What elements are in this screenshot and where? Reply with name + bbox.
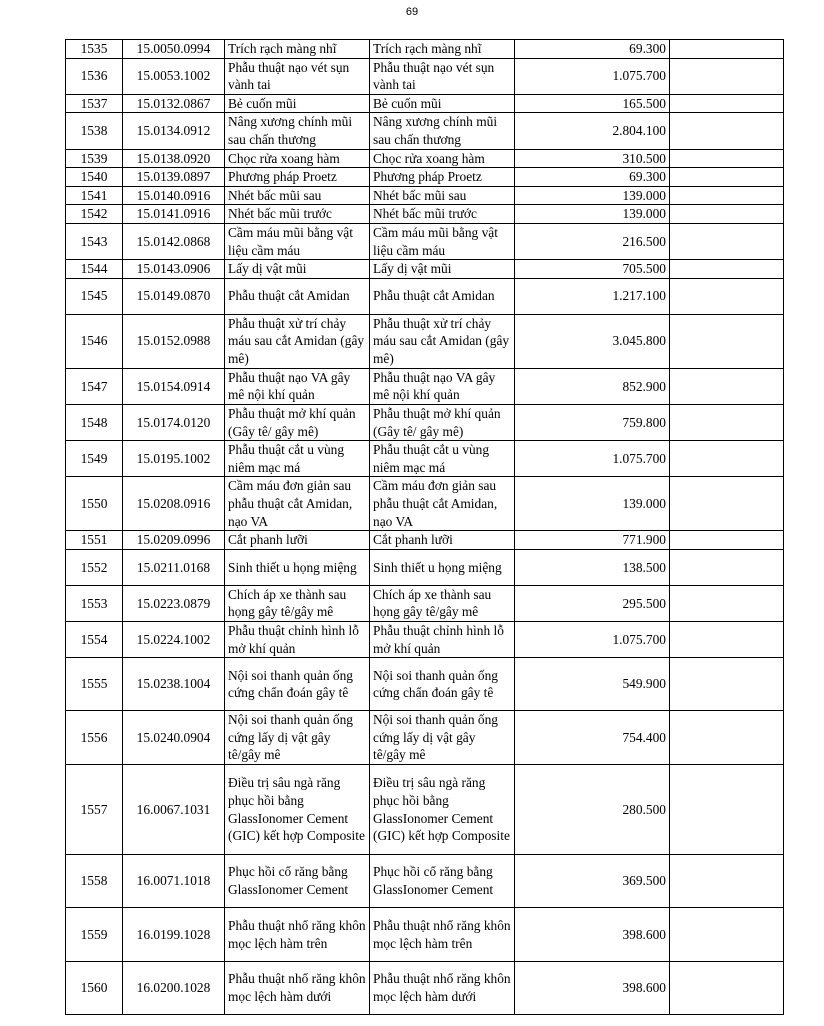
row-number-cell: 1546 (66, 314, 123, 368)
note-cell (670, 622, 784, 658)
price-cell: 1.075.700 (515, 58, 670, 94)
table-row (66, 477, 784, 531)
service-code-cell: 15.0141.0916 (123, 205, 225, 224)
table-row (66, 549, 784, 585)
row-number-cell: 1552 (66, 549, 123, 585)
row-number-cell: 1540 (66, 168, 123, 187)
service-code-cell: 15.0211.0168 (123, 549, 225, 585)
service-name-cell: Nội soi thanh quản ống cứng lấy dị vật gây tê/gây mê (225, 711, 370, 765)
price-cell: 1.075.700 (515, 441, 670, 477)
note-cell (670, 186, 784, 205)
price-cell: 165.500 (515, 94, 670, 113)
row-number-cell: 1557 (66, 765, 123, 855)
approved-service-name-cell: Phẫu thuật cắt Amidan (370, 278, 515, 314)
price-cell: 759.800 (515, 404, 670, 440)
approved-service-name-cell: Nhét bấc mũi trước (370, 205, 515, 224)
price-cell: 852.900 (515, 368, 670, 404)
service-code-cell: 16.0067.1031 (123, 765, 225, 855)
note-cell (670, 549, 784, 585)
table-row (66, 260, 784, 279)
service-name-cell: Nhét bấc mũi trước (225, 205, 370, 224)
service-name-cell: Sinh thiết u họng miệng (225, 549, 370, 585)
approved-service-name-cell: Trích rạch màng nhĩ (370, 40, 515, 59)
row-number-cell: 1544 (66, 260, 123, 279)
row-number-cell: 1555 (66, 658, 123, 711)
approved-service-name-cell: Phẫu thuật nạo VA gây mê nội khí quản (370, 368, 515, 404)
approved-service-name-cell: Nâng xương chính mũi sau chấn thương (370, 113, 515, 149)
approved-service-name-cell: Phẫu thuật cắt u vùng niêm mạc má (370, 441, 515, 477)
service-code-cell: 16.0200.1028 (123, 962, 225, 1015)
note-cell (670, 278, 784, 314)
service-name-cell: Lấy dị vật mũi (225, 260, 370, 279)
service-name-cell: Bẻ cuốn mũi (225, 94, 370, 113)
service-name-cell: Nâng xương chính mũi sau chấn thương (225, 113, 370, 149)
service-code-cell: 15.0149.0870 (123, 278, 225, 314)
service-code-cell: 15.0134.0912 (123, 113, 225, 149)
note-cell (670, 260, 784, 279)
row-number-cell: 1554 (66, 622, 123, 658)
note-cell (670, 40, 784, 59)
table-row (66, 94, 784, 113)
table-row (66, 368, 784, 404)
service-name-cell: Nhét bấc mũi sau (225, 186, 370, 205)
table-body (66, 40, 784, 1015)
service-code-cell: 15.0140.0916 (123, 186, 225, 205)
price-cell: 549.900 (515, 658, 670, 711)
price-cell: 398.600 (515, 908, 670, 962)
row-number-cell: 1558 (66, 855, 123, 908)
service-name-cell: Phẫu thuật chỉnh hình lỗ mở khí quản (225, 622, 370, 658)
row-number-cell: 1556 (66, 711, 123, 765)
table-row (66, 40, 784, 59)
approved-service-name-cell: Phẫu thuật chỉnh hình lỗ mở khí quản (370, 622, 515, 658)
note-cell (670, 113, 784, 149)
price-cell: 1.075.700 (515, 622, 670, 658)
table-row (66, 855, 784, 908)
price-table (65, 39, 784, 1015)
service-code-cell: 15.0208.0916 (123, 477, 225, 531)
note-cell (670, 168, 784, 187)
table-row (66, 149, 784, 168)
price-cell: 369.500 (515, 855, 670, 908)
service-code-cell: 15.0174.0120 (123, 404, 225, 440)
service-name-cell: Trích rạch màng nhĩ (225, 40, 370, 59)
table-row (66, 962, 784, 1015)
table-row (66, 278, 784, 314)
price-cell: 139.000 (515, 477, 670, 531)
service-name-cell: Chọc rửa xoang hàm (225, 149, 370, 168)
approved-service-name-cell: Phương pháp Proetz (370, 168, 515, 187)
approved-service-name-cell: Phẫu thuật nạo vét sụn vành tai (370, 58, 515, 94)
service-code-cell: 15.0238.1004 (123, 658, 225, 711)
service-code-cell: 15.0195.1002 (123, 441, 225, 477)
table-row (66, 622, 784, 658)
service-name-cell: Cầm máu mũi bằng vật liệu cầm máu (225, 223, 370, 259)
row-number-cell: 1551 (66, 531, 123, 550)
note-cell (670, 658, 784, 711)
note-cell (670, 223, 784, 259)
table-row (66, 223, 784, 259)
table-row (66, 658, 784, 711)
service-code-cell: 15.0152.0988 (123, 314, 225, 368)
note-cell (670, 765, 784, 855)
note-cell (670, 531, 784, 550)
table-row (66, 585, 784, 621)
service-code-cell: 15.0138.0920 (123, 149, 225, 168)
table-row (66, 908, 784, 962)
service-name-cell: Phẫu thuật cắt Amidan (225, 278, 370, 314)
row-number-cell: 1550 (66, 477, 123, 531)
price-cell: 3.045.800 (515, 314, 670, 368)
service-name-cell: Phẫu thuật nạo VA gây mê nội khí quản (225, 368, 370, 404)
note-cell (670, 585, 784, 621)
approved-service-name-cell: Lấy dị vật mũi (370, 260, 515, 279)
note-cell (670, 711, 784, 765)
service-name-cell: Phẫu thuật nhổ răng khôn mọc lệch hàm trên (225, 908, 370, 962)
row-number-cell: 1553 (66, 585, 123, 621)
note-cell (670, 855, 784, 908)
row-number-cell: 1535 (66, 40, 123, 59)
approved-service-name-cell: Điều trị sâu ngà răng phục hồi bằng GlassIonomer Cement (GIC) kết hợp Composite (370, 765, 515, 855)
approved-service-name-cell: Cầm máu đơn giản sau phẫu thuật cắt Amidan, nạo VA (370, 477, 515, 531)
price-cell: 2.804.100 (515, 113, 670, 149)
price-cell: 216.500 (515, 223, 670, 259)
price-cell: 139.000 (515, 186, 670, 205)
row-number-cell: 1547 (66, 368, 123, 404)
service-name-cell: Cắt phanh lưỡi (225, 531, 370, 550)
service-code-cell: 15.0240.0904 (123, 711, 225, 765)
service-name-cell: Chích áp xe thành sau họng gây tê/gây mê (225, 585, 370, 621)
approved-service-name-cell: Bẻ cuốn mũi (370, 94, 515, 113)
approved-service-name-cell: Phẫu thuật xử trí chảy máu sau cắt Amidan (gây mê) (370, 314, 515, 368)
note-cell (670, 441, 784, 477)
approved-service-name-cell: Nhét bấc mũi sau (370, 186, 515, 205)
row-number-cell: 1536 (66, 58, 123, 94)
table-row (66, 205, 784, 224)
service-name-cell: Phẫu thuật mở khí quản (Gây tê/ gây mê) (225, 404, 370, 440)
price-cell: 1.217.100 (515, 278, 670, 314)
approved-service-name-cell: Cắt phanh lưỡi (370, 531, 515, 550)
service-name-cell: Nội soi thanh quản ống cứng chẩn đoán gây tê (225, 658, 370, 711)
row-number-cell: 1560 (66, 962, 123, 1015)
approved-service-name-cell: Chích áp xe thành sau họng gây tê/gây mê (370, 585, 515, 621)
table-row (66, 314, 784, 368)
service-name-cell: Phẫu thuật xử trí chảy máu sau cắt Amidan (gây mê) (225, 314, 370, 368)
price-cell: 69.300 (515, 40, 670, 59)
table-row (66, 186, 784, 205)
service-name-cell: Phẫu thuật nạo vét sụn vành tai (225, 58, 370, 94)
service-code-cell: 15.0154.0914 (123, 368, 225, 404)
row-number-cell: 1541 (66, 186, 123, 205)
note-cell (670, 962, 784, 1015)
table-row (66, 765, 784, 855)
note-cell (670, 149, 784, 168)
price-cell: 705.500 (515, 260, 670, 279)
approved-service-name-cell: Cầm máu mũi bằng vật liệu cầm máu (370, 223, 515, 259)
row-number-cell: 1537 (66, 94, 123, 113)
service-code-cell: 15.0142.0868 (123, 223, 225, 259)
page-number: 69 (405, 6, 419, 18)
row-number-cell: 1538 (66, 113, 123, 149)
row-number-cell: 1559 (66, 908, 123, 962)
row-number-cell: 1539 (66, 149, 123, 168)
row-number-cell: 1548 (66, 404, 123, 440)
service-name-cell: Phẫu thuật cắt u vùng niêm mạc má (225, 441, 370, 477)
note-cell (670, 404, 784, 440)
note-cell (670, 205, 784, 224)
approved-service-name-cell: Phẫu thuật nhổ răng khôn mọc lệch hàm dưới (370, 962, 515, 1015)
service-name-cell: Phục hồi cổ răng bằng GlassIonomer Cement (225, 855, 370, 908)
price-cell: 398.600 (515, 962, 670, 1015)
price-cell: 138.500 (515, 549, 670, 585)
row-number-cell: 1542 (66, 205, 123, 224)
service-code-cell: 15.0143.0906 (123, 260, 225, 279)
service-code-cell: 15.0209.0996 (123, 531, 225, 550)
note-cell (670, 58, 784, 94)
service-code-cell: 15.0223.0879 (123, 585, 225, 621)
price-cell: 280.500 (515, 765, 670, 855)
approved-service-name-cell: Nội soi thanh quản ống cứng chẩn đoán gây tê (370, 658, 515, 711)
row-number-cell: 1549 (66, 441, 123, 477)
price-cell: 754.400 (515, 711, 670, 765)
table-row (66, 441, 784, 477)
service-code-cell: 15.0132.0867 (123, 94, 225, 113)
service-code-cell: 15.0053.1002 (123, 58, 225, 94)
table-row (66, 168, 784, 187)
row-number-cell: 1543 (66, 223, 123, 259)
price-cell: 771.900 (515, 531, 670, 550)
service-name-cell: Phẫu thuật nhổ răng khôn mọc lệch hàm dưới (225, 962, 370, 1015)
price-cell: 139.000 (515, 205, 670, 224)
table-row (66, 58, 784, 94)
price-cell: 310.500 (515, 149, 670, 168)
service-code-cell: 15.0050.0994 (123, 40, 225, 59)
service-code-cell: 16.0199.1028 (123, 908, 225, 962)
note-cell (670, 94, 784, 113)
service-name-cell: Điều trị sâu ngà răng phục hồi bằng GlassIonomer Cement (GIC) kết hợp Composite (225, 765, 370, 855)
table-row (66, 404, 784, 440)
service-name-cell: Cầm máu đơn giản sau phẫu thuật cắt Amidan, nạo VA (225, 477, 370, 531)
service-name-cell: Phương pháp Proetz (225, 168, 370, 187)
note-cell (670, 314, 784, 368)
service-code-cell: 16.0071.1018 (123, 855, 225, 908)
approved-service-name-cell: Chọc rửa xoang hàm (370, 149, 515, 168)
table-row (66, 113, 784, 149)
note-cell (670, 368, 784, 404)
table-row (66, 531, 784, 550)
note-cell (670, 477, 784, 531)
service-code-cell: 15.0224.1002 (123, 622, 225, 658)
approved-service-name-cell: Phẫu thuật mở khí quản (Gây tê/ gây mê) (370, 404, 515, 440)
price-cell: 295.500 (515, 585, 670, 621)
table-row (66, 711, 784, 765)
approved-service-name-cell: Phẫu thuật nhổ răng khôn mọc lệch hàm trên (370, 908, 515, 962)
note-cell (670, 908, 784, 962)
approved-service-name-cell: Sinh thiết u họng miệng (370, 549, 515, 585)
approved-service-name-cell: Phục hồi cổ răng bằng GlassIonomer Cement (370, 855, 515, 908)
service-code-cell: 15.0139.0897 (123, 168, 225, 187)
row-number-cell: 1545 (66, 278, 123, 314)
approved-service-name-cell: Nội soi thanh quản ống cứng lấy dị vật gây tê/gây mê (370, 711, 515, 765)
price-cell: 69.300 (515, 168, 670, 187)
